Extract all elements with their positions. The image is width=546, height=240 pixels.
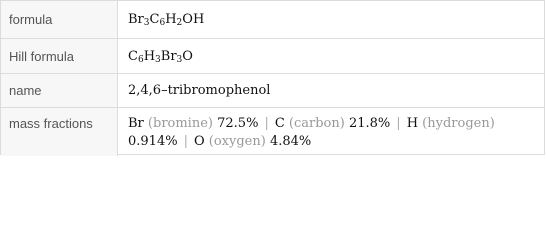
row-mass-fractions — [1, 107, 544, 156]
formula-symbol: Br — [128, 12, 144, 27]
formula-symbol: H — [165, 12, 177, 27]
formula-subscript: 6 — [159, 18, 166, 28]
fraction-hydrogen: H (hydrogen) — [406, 116, 495, 131]
mass-fractions-label: mass fractions — [1, 108, 118, 156]
mass-fractions-value — [118, 108, 544, 156]
formula-subscript: 3 — [155, 55, 161, 65]
separator: | — [396, 116, 401, 131]
hill-formula-label: Hill formula — [1, 39, 118, 73]
fraction-bromine: Br (bromine) 72.5% — [128, 116, 259, 131]
formula-symbol: C — [128, 49, 138, 64]
fraction-hydrogen-percent: 0.914% — [128, 134, 178, 149]
formula-subscript: 3 — [176, 55, 183, 65]
formula-subscript: 3 — [143, 18, 150, 28]
formula-subscript: 2 — [176, 18, 183, 28]
formula-symbol: C — [149, 12, 160, 27]
row-hill-formula — [1, 38, 544, 73]
fraction-oxygen: O (oxygen) 4.84% — [193, 134, 312, 149]
formula-symbol: OH — [182, 12, 205, 27]
name-value: 2,4,6–tribromophenol — [128, 83, 271, 98]
name-label: name — [1, 74, 118, 107]
formula-symbol: H — [143, 49, 156, 64]
formula-label: formula — [1, 1, 118, 38]
hill-formula-value — [118, 39, 544, 73]
row-formula — [1, 1, 544, 38]
row-name — [1, 73, 544, 107]
formula-symbol: Br — [160, 49, 177, 64]
formula-symbol: O — [182, 49, 193, 64]
separator: | — [183, 134, 188, 149]
formula-value — [118, 1, 544, 38]
separator: | — [264, 116, 269, 131]
fraction-carbon: C (carbon) 21.8% — [274, 116, 391, 131]
formula-subscript: 6 — [137, 55, 144, 65]
